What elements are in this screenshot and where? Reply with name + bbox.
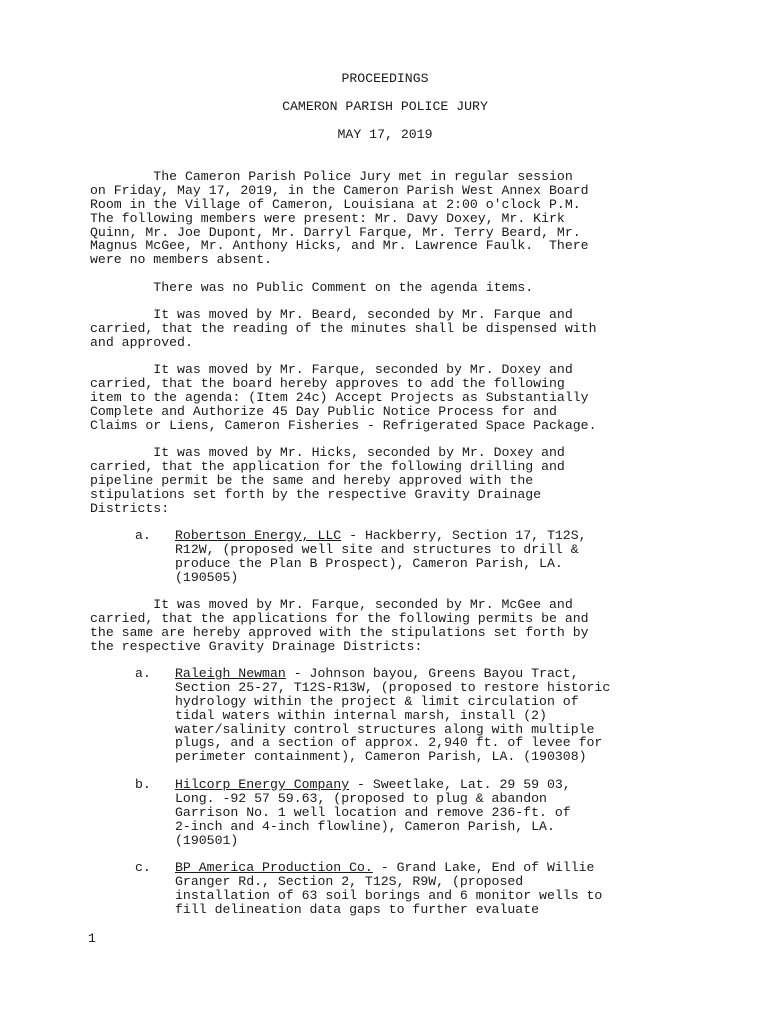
text-line — [175, 778, 695, 792]
text-line: (190505) — [175, 569, 239, 585]
applicant-name: BP America Production Co. — [175, 860, 373, 875]
text-line: The Cameron Parish Police Jury met in regular session — [90, 169, 573, 184]
text-line: Quinn, Mr. Joe Dupont, Mr. Darryl Farque, Mr. Terry Beard, Mr. — [90, 224, 581, 240]
text-line: stipulations set forth by the respective Gravity Drainage — [90, 486, 542, 502]
text-line: the respective Gravity Drainage Districts: — [90, 638, 423, 654]
text-line: hydrology within the project & limit circulation of — [175, 693, 579, 709]
text-line: Garrison No. 1 well location and remove 236-ft. of — [175, 804, 571, 820]
applicant-name: Hilcorp Energy Company — [175, 777, 350, 792]
applicant-name: Raleigh Newman — [175, 666, 286, 681]
list-item-marker: a. — [135, 666, 151, 681]
item-text: - Grand Lake, End of Willie — [372, 860, 595, 875]
text-line: It was moved by Mr. Hicks, seconded by Mr. Doxey and — [90, 445, 565, 460]
text-line: The following members were present: Mr. Davy Doxey, Mr. Kirk — [90, 210, 565, 226]
text-line: carried, that the application for the following drilling and — [90, 458, 565, 474]
minutes-motion-paragraph — [90, 308, 690, 350]
permit-item — [175, 778, 695, 847]
text-line: carried, that the board hereby approves to add the following — [90, 375, 565, 391]
permit-item — [175, 861, 695, 917]
list-item-marker: c. — [135, 860, 151, 875]
text-line: item to the agenda: (Item 24c) Accept Projects as Substantially — [90, 389, 589, 405]
text-line: Section 25-27, T12S-R13W, (proposed to restore historic — [175, 679, 611, 695]
text-line: water/salinity control structures along with multiple — [175, 721, 595, 737]
drilling-motion-paragraph — [90, 446, 690, 515]
page-number: 1 — [88, 931, 96, 946]
text-line: produce the Plan B Prospect), Cameron Parish, LA. — [175, 555, 563, 571]
permits-motion-paragraph — [90, 598, 690, 654]
applicant-name: Robertson Energy, LLC — [175, 528, 342, 543]
text-line: Complete and Authorize 45 Day Public Notice Process for and — [90, 403, 557, 419]
text-line: pipeline permit be the same and hereby approved with the — [90, 472, 534, 488]
item-text: - Hackberry, Section 17, T12S, — [341, 528, 587, 543]
text-line: It was moved by Mr. Beard, seconded by Mr. Farque and — [90, 307, 573, 322]
text-line: perimeter containment), Cameron Parish, LA. (190308) — [175, 749, 587, 765]
list-item-marker: b. — [135, 777, 151, 792]
text-line: Districts: — [90, 500, 170, 516]
drilling-permit-item — [175, 529, 695, 585]
text-line: plugs, and a section of approx. 2,940 ft. of levee for — [175, 735, 603, 751]
text-line — [175, 861, 695, 875]
text-line: Magnus McGee, Mr. Anthony Hicks, and Mr. Lawrence Faulk. There — [90, 238, 589, 254]
text-line: the same are hereby approved with the stipulations set forth by — [90, 624, 589, 640]
text-line: It was moved by Mr. Farque, seconded by Mr. Doxey and — [90, 362, 573, 377]
doc-date: MAY 17, 2019 — [337, 127, 433, 142]
text-line: Granger Rd., Section 2, T12S, R9W, (proposed — [175, 873, 524, 889]
intro-paragraph — [90, 170, 690, 267]
item-text: - Sweetlake, Lat. 29 59 03, — [349, 777, 571, 792]
text-line: carried, that the applications for the following permits be and — [90, 610, 589, 626]
text-line: installation of 63 soil borings and 6 monitor wells to — [175, 887, 603, 903]
text-line: fill delineation data gaps to further evaluate — [175, 901, 540, 917]
text-line: Room in the Village of Cameron, Louisiana at 2:00 o'clock P.M. — [90, 196, 581, 212]
text-line — [175, 667, 695, 681]
text-line: (190501) — [175, 832, 239, 848]
text-line: on Friday, May 17, 2019, in the Cameron Parish West Annex Board — [90, 182, 589, 198]
text-line: and approved. — [90, 334, 193, 350]
text-line: R12W, (proposed well site and structures to drill & — [175, 541, 579, 557]
doc-title: PROCEEDINGS — [341, 71, 429, 86]
permit-item — [175, 667, 695, 764]
doc-body-name: CAMERON PARISH POLICE JURY — [282, 99, 488, 114]
text-line: carried, that the reading of the minutes shall be dispensed with — [90, 320, 597, 336]
text-line: Long. -92 57 59.63, (proposed to plug & abandon — [175, 790, 547, 806]
text-line: were no members absent. — [90, 252, 273, 268]
text-line — [175, 529, 695, 543]
text-line: It was moved by Mr. Farque, seconded by Mr. McGee and — [90, 597, 573, 612]
text-line: tidal waters within internal marsh, install (2) — [175, 707, 547, 723]
text-line: Claims or Liens, Cameron Fisheries - Refrigerated Space Package. — [90, 417, 597, 433]
list-item-marker: a. — [135, 528, 151, 543]
text-line: 2-inch and 4-inch flowline), Cameron Parish, LA. — [175, 818, 555, 834]
item-text: - Johnson bayou, Greens Bayou Tract, — [285, 666, 579, 681]
text-line: There was no Public Comment on the agenda items. — [90, 280, 534, 295]
public-comment-paragraph — [90, 281, 690, 295]
agenda-motion-paragraph — [90, 363, 690, 432]
